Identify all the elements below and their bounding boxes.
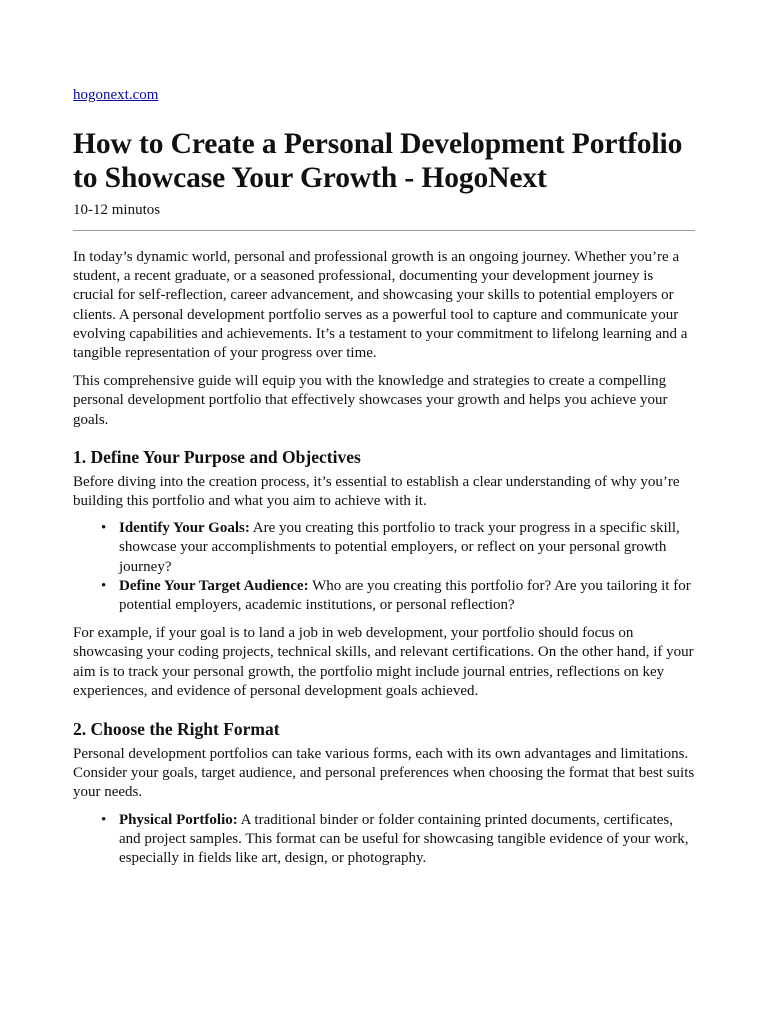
list-item: [101, 811, 695, 869]
title-divider: [73, 230, 695, 231]
list-item-text: Are you creating this portfolio to track your progress in a specific skill, showcase your accomplishments to potential employers, or reflect on your personal growth journey?: [119, 520, 680, 575]
bullet-icon: •: [101, 811, 107, 828]
list-item-label: Identify Your Goals:: [119, 520, 250, 537]
list-item: [101, 519, 695, 577]
reading-time: 10-12 minutos: [73, 202, 161, 218]
intro-paragraph-2: This comprehensive guide will equip you with the knowledge and strategies to create a compelling personal development portfolio that effectively showcases your growth and helps you achieve your goals.: [73, 373, 668, 428]
list-item-text: A traditional binder or folder containing printed documents, certificates, and project samples. This format can be useful for showcasing tangible evidence of your work, especially in fields like art, design, or photography.: [119, 811, 689, 867]
bullet-icon: •: [101, 520, 107, 537]
section-2-lead: Personal development portfolios can take various forms, each with its own advantages and limitations. Consider your goals, target audience, and personal preferences when choosing the format that best suits your needs.: [73, 746, 695, 801]
section-heading-format: 2. Choose the Right Format: [73, 719, 280, 740]
intro-paragraph-1: In today’s dynamic world, personal and professional growth is an ongoing journey. Whether you’re a student, a recent graduate, or a seasoned professional, documenting your development journey is crucial for self-reflection, career advancement, and showcasing your skills to potential employers or clients. A personal development portfolio serves as a powerful tool to capture and communicate your evolving capabilities and achievements. It’s a testament to your commitment to lifelong learning and a tangible representation of your progress over time.: [73, 249, 688, 362]
bullet-icon: •: [101, 577, 107, 594]
section-1-closing: For example, if your goal is to land a job in web development, your portfolio should focus on showcasing your coding projects, technical skills, and relevant certifications. On the other hand, if your aim is to track your personal growth, the portfolio might include journal entries, reflections on key experiences, and evidence of personal development goals achieved.: [73, 625, 694, 699]
article-title: How to Create a Personal Development Portfolio to Showcase Your Growth - HogoNext: [73, 128, 683, 194]
list-item-label: Physical Portfolio:: [119, 811, 238, 828]
list-item-text: Who are you creating this portfolio for? Are you tailoring it for potential employers, academic institutions, or personal reflection?: [119, 577, 691, 614]
source-link[interactable]: hogonext.com: [73, 87, 159, 103]
section-2-list: [73, 811, 695, 869]
section-1-lead: Before diving into the creation process, it’s essential to establish a clear understanding of why you’re building this portfolio and what you aim to achieve with it.: [73, 473, 680, 510]
section-1-list: [73, 519, 695, 615]
list-item-label: Define Your Target Audience:: [119, 577, 309, 594]
section-heading-purpose: 1. Define Your Purpose and Objectives: [73, 446, 361, 467]
list-item: [101, 577, 695, 615]
article-body: [73, 248, 695, 868]
